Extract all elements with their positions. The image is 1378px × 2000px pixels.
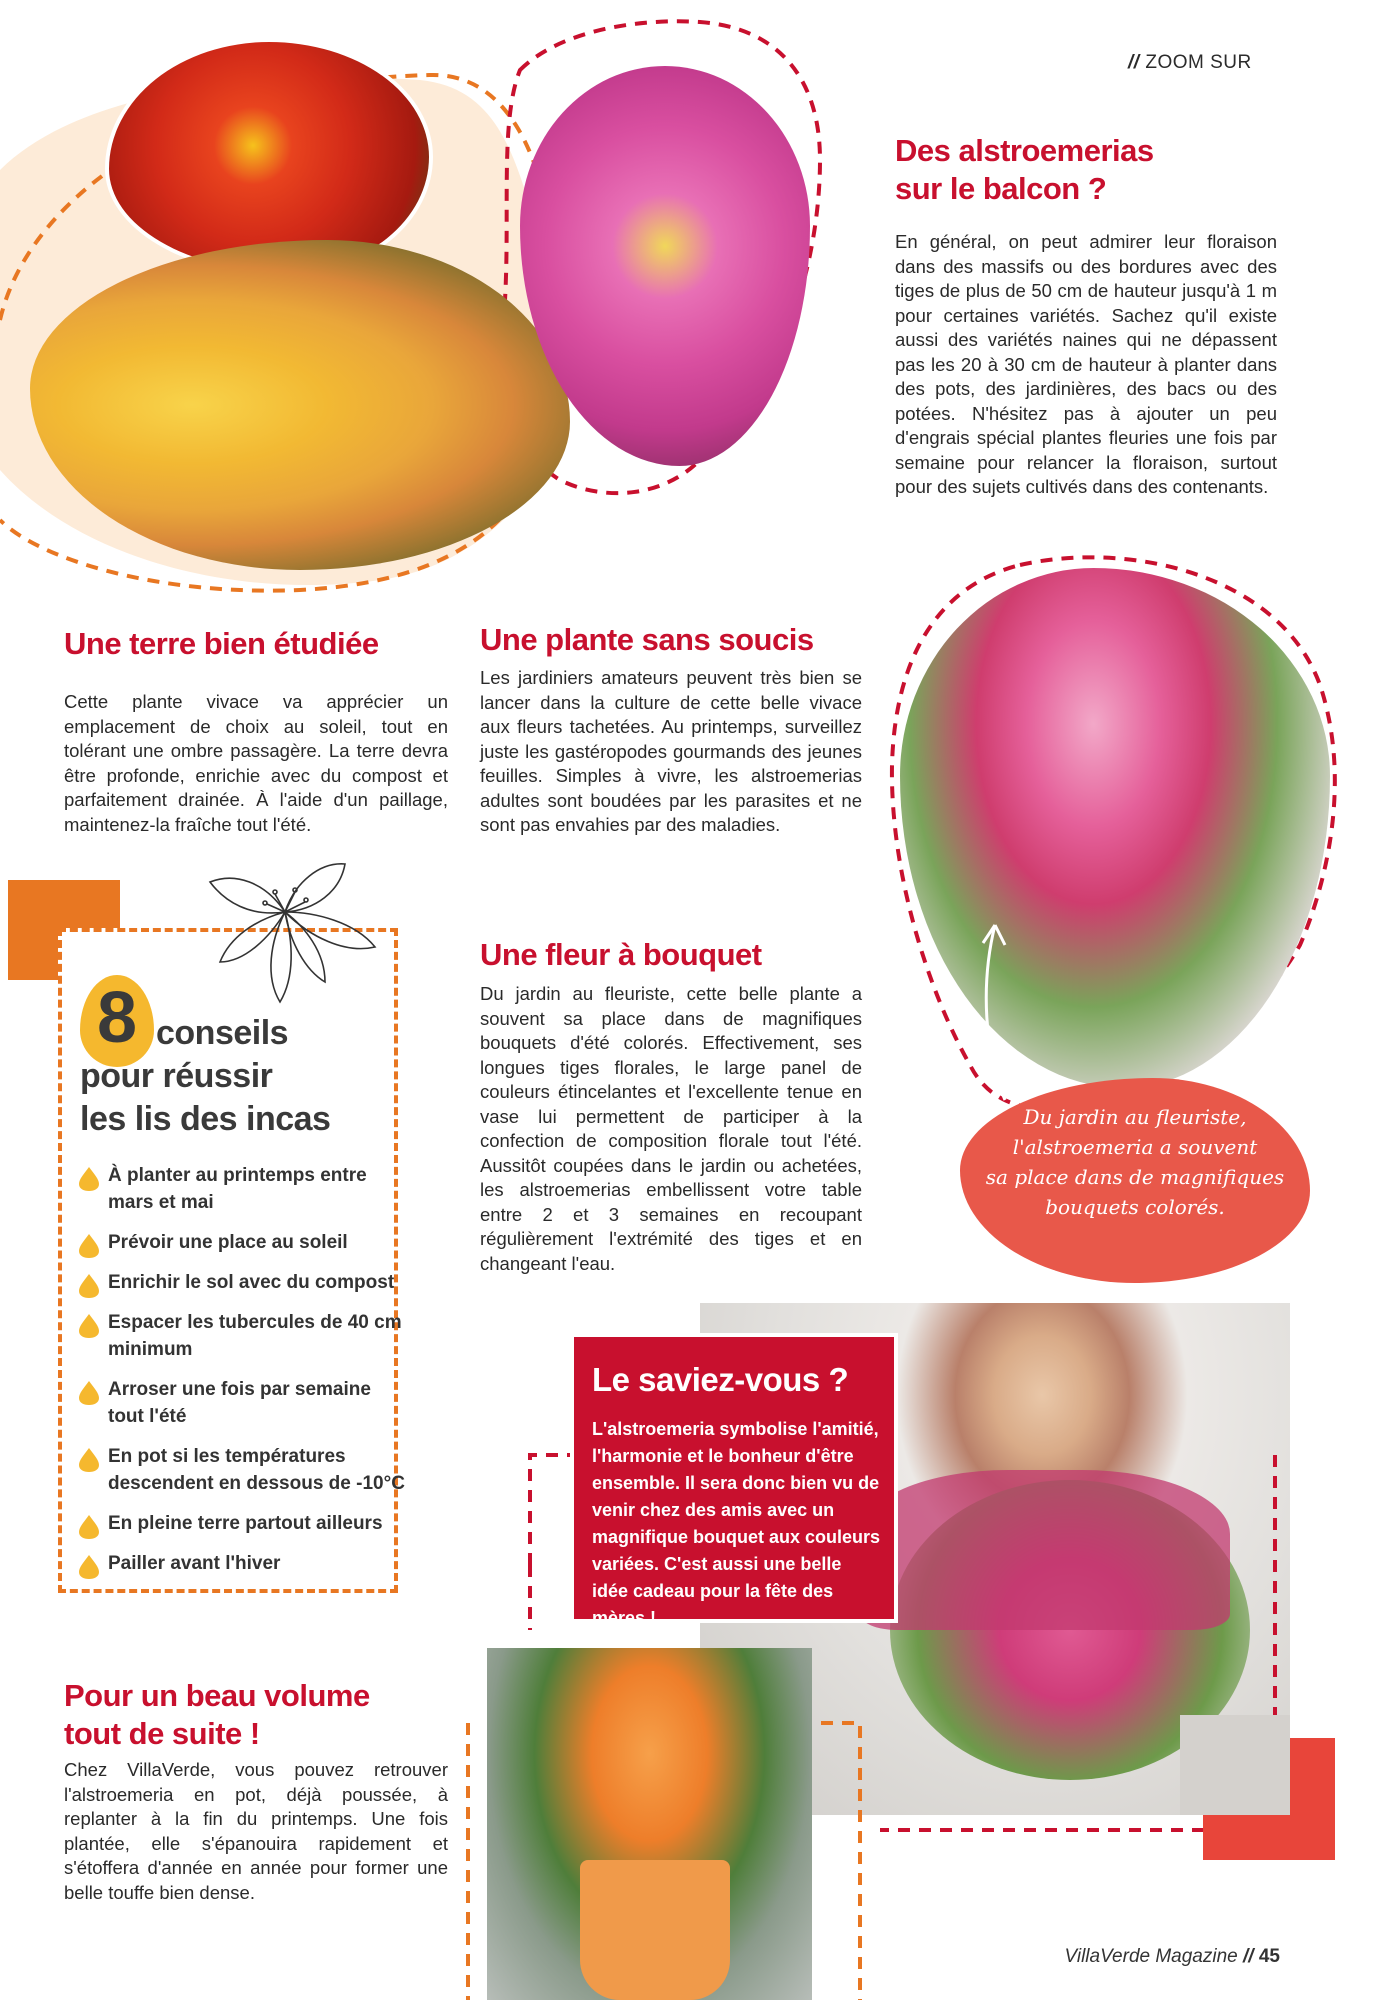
drop-bullet-icon [78,1313,100,1339]
bouquet-text: Du jardin au fleuriste, cette belle plante a souvent sa place dans de magnifiques bouquets d'été colorés. Effectivement, ses longues tiges florales, le large panel de couleurs étincelantes et l'excellente tenue en vase lui permettent de participer à la confection de composition florale tout l'été. Aussitôt coupées dans le jardin ou achetées, les alstroemerias embellissent votre table entre 2 et 3 semaines en recoupant régulièrement l'extrémité des tiges et en changeant l'eau. [480,983,862,1274]
tip-2 [78,1229,408,1256]
tip-1-line1: À planter au printemps entre [108,1165,367,1186]
footer-magazine: VillaVerde Magazine [1064,1946,1238,1967]
orange-pot [580,1860,730,2000]
section-label: ZOOM SUR [1145,52,1252,73]
caption-line2: l'alstroemeria a souvent [1012,1135,1258,1159]
conseils-title-line3: les lis des incas [80,1100,331,1138]
bouquet-title: Une fleur à bouquet [480,937,762,972]
conseils-title-line2: pour réussir [80,1057,273,1095]
balcon-title-line1: Des alstroemerias [895,133,1154,168]
tip-7-line1: En pleine terre partout ailleurs [108,1513,383,1534]
caption-line4: bouquets colorés. [1045,1195,1225,1219]
tip-8-line1: Pailler avant l'hiver [108,1553,281,1574]
tip-3 [78,1269,408,1296]
section-marks: // [1128,52,1140,73]
section-header [1128,52,1252,74]
caption-line3: sa place dans de magnifiques [985,1165,1285,1189]
terre-title: Une terre bien étudiée [64,626,379,661]
balcon-text: En général, on peut admirer leur floraison dans des massifs ou des bordures avec des tiges de plus de 50 cm de hauteur jusqu'à 1 m pour certaines variétés. Sachez qu'il existe aussi des variétés naines qui ne dépassent pas les 20 à 30 cm de hauteur à planter dans des pots, des jardinières, des bacs ou des potées. N'hésitez pas à ajouter un peu d'engrais spécial plantes fleuries une fois par semaine pour relancer la floraison, surtout pour des sujets cultivés dans des contenants. [895,231,1277,497]
drop-bullet-icon [78,1273,100,1299]
footer-page-number: 45 [1258,1946,1280,1967]
soucis-title: Une plante sans soucis [480,622,814,657]
saviez-title: Le saviez-vous ? [592,1361,849,1398]
arrow-icon [975,905,1035,1115]
volume-title-line2: tout de suite ! [64,1716,260,1751]
balcon-title [895,132,1315,208]
page-footer [1040,1946,1280,1968]
drop-bullet-icon [78,1233,100,1259]
tip-8 [78,1550,408,1577]
conseils-number: 8 [96,978,138,1058]
bouquet-caption [975,1102,1295,1222]
volume-title-line1: Pour un beau volume [64,1678,370,1713]
tip-5-line1: Arroser une fois par semaine [108,1379,371,1400]
tip-4-line2: minimum [108,1339,193,1360]
tip-7 [78,1510,408,1537]
tip-5-line2: tout l'été [108,1406,187,1427]
drop-bullet-icon [78,1166,100,1192]
soucis-text: Les jardiniers amateurs peuvent très bien se lancer dans la culture de cette belle vivace aux fleurs tachetées. Au printemps, surveillez juste les gastéropodes gourmands des jeunes feuilles. Simples à vivre, les alstroemerias adultes sont boudées par les parasites et ne sont pas envahies par des maladies. [480,667,862,835]
conseils-title [80,1012,390,1141]
tip-6 [78,1443,408,1497]
drop-bullet-icon [78,1447,100,1473]
caption-line1: Du jardin au fleuriste, [1023,1105,1247,1129]
drop-bullet-icon [78,1380,100,1406]
tip-4-line1: Espacer les tubercules de 40 cm [108,1312,402,1333]
saviez-text: L'alstroemeria symbolise l'amitié, l'harmonie et le bonheur d'être ensemble. Il sera donc bien vu de venir chez des amis avec un magnifique bouquet aux couleurs variées. C'est aussi une belle idée cadeau pour la fête des mères ! [592,1419,881,1628]
lily-drawing-icon [195,842,385,1012]
tip-6-line2: descendent en dessous de -10°C [108,1473,405,1494]
tip-1-line2: mars et mai [108,1192,214,1213]
tip-3-line1: Enrichir le sol avec du compost [108,1272,395,1293]
tip-5 [78,1376,408,1430]
tip-1 [78,1162,408,1216]
volume-title [64,1677,484,1753]
footer-marks: // [1243,1946,1254,1967]
tip-4 [78,1309,408,1363]
volume-text: Chez VillaVerde, vous pouvez retrouver l'alstroemeria en pot, déjà poussée, à replanter à la fin du printemps. Une fois plantée, elle s'épanouira rapidement et s'étoffera d'année en année pour former une belle touffe bien dense. [64,1759,448,1903]
conseils-title-word1: conseils [156,1014,289,1052]
photo-girl-bouquet-corner [1180,1715,1290,1815]
tip-6-line1: En pot si les températures [108,1446,346,1467]
drop-bullet-icon [78,1554,100,1580]
tip-2-line1: Prévoir une place au soleil [108,1232,348,1253]
drop-bullet-icon [78,1514,100,1540]
terre-text: Cette plante vivace va apprécier un emplacement de choix au soleil, tout en tolérant une ombre passagère. La terre devra être profonde, enrichie avec du compost et parfaitement drainée. À l'aide d'un paillage, maintenez-la fraîche tout l'été. [64,691,448,835]
photo-red-alstroemeria [105,38,433,276]
balcon-title-line2: sur le balcon ? [895,171,1107,206]
